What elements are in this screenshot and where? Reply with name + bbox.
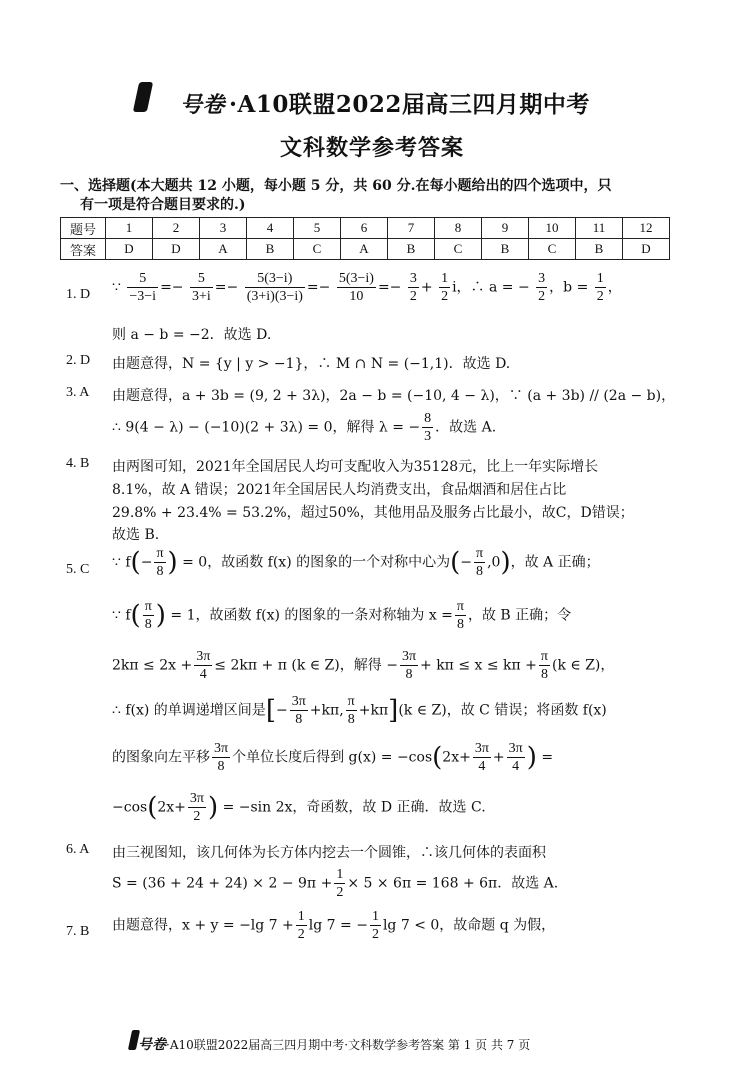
table-cell: A — [200, 239, 247, 260]
q6-line2: S = (36 + 24 + 24) × 2 − 9π + $\frac{1}{2}$ × 5 × 6π = 168 + 6π．故选 A. — [112, 867, 559, 900]
answer-key-title: 文科数学参考答案 — [279, 135, 464, 161]
table-cell: 6 — [341, 218, 388, 239]
q3-label: 3. A — [66, 385, 90, 400]
q5-line5: 的图象向左平移 $\frac{3\pi}{8}$ 个单位长度后得到 g(x) = −cos(2x+ $\frac{3\pi}{4}$ + $\frac{3\pi}{4}$ ) = — [112, 741, 554, 774]
q1-label: 1. D — [66, 287, 91, 302]
table-cell: D — [106, 239, 153, 260]
table-cell: 5 — [294, 218, 341, 239]
table-cell: C — [529, 239, 576, 260]
row-label: 题号 — [61, 218, 106, 239]
logo-mark — [133, 82, 153, 112]
footer-brand: 号卷 — [138, 1037, 166, 1053]
table-row-answers — [61, 239, 670, 260]
q5-label: 5. C — [66, 562, 90, 577]
table-row-numbers — [61, 218, 670, 239]
q4-line2: 8.1%，故 A 错误；2021年全国居民人均消费支出，食品烟酒和居住占比 — [112, 482, 567, 498]
q3-line2: ∴ 9(4 − λ) − (−10)(2 + 3λ) = 0，解得 λ = − $\frac{8}{3}$ ．故选 A. — [112, 411, 497, 444]
table-cell: B — [576, 239, 623, 260]
table-cell: 9 — [482, 218, 529, 239]
table-cell: 12 — [623, 218, 670, 239]
q5-line2: ∵ f( $\frac{\pi}{8}$ ) = 1，故函数 f(x) 的图象的一条对称轴为 x = $\frac{\pi}{8}$ ，故 B 正确；令 — [112, 599, 572, 632]
page-footer: 号卷·A10联盟2022届高三四月期中考·文科数学参考答案 第 1 页 共 7 页 — [138, 1037, 531, 1053]
table-cell: A — [341, 239, 388, 260]
q6-line1: 由三视图知，该几何体为长方体内挖去一个圆锥，∴该几何体的表面积 — [112, 845, 546, 861]
q2-solution: 由题意得，N = {y | y > −1}，∴ M ∩ N = (−1,1)．故选 D. — [112, 356, 511, 372]
q5-line6: −cos(2x+ $\frac{3\pi}{2}$ ) = −sin 2x，奇函数，故 D 正确．故选 C. — [112, 791, 486, 824]
table-cell: C — [435, 239, 482, 260]
q4-line3: 29.8% + 23.4% = 53.2%，超过50%，其他用品及服务占比最小，故C，D错误； — [112, 505, 634, 521]
table-cell: 11 — [576, 218, 623, 239]
q5-line1: ∵ f(− $\frac{\pi}{8}$ ) = 0，故函数 f(x) 的图象的一个对称中心为(− $\frac{\pi}{8}$ ,0)，故 A 正确； — [112, 546, 600, 579]
q1-line2: 则 a − b = −2．故选 D. — [112, 327, 272, 343]
q4-line4: 故选 B. — [112, 527, 160, 543]
q4-line1: 由两图可知，2021年全国居民人均可支配收入为35128元，比上一年实际增长 — [112, 459, 599, 475]
q4-label: 4. B — [66, 456, 90, 471]
row-label: 答案 — [61, 239, 106, 260]
table-cell: B — [247, 239, 294, 260]
table-cell: 7 — [388, 218, 435, 239]
table-cell: 1 — [106, 218, 153, 239]
table-cell: C — [294, 239, 341, 260]
q6-label: 6. A — [66, 842, 90, 857]
table-cell: D — [153, 239, 200, 260]
table-cell: D — [623, 239, 670, 260]
q7-line1: 由题意得，x + y = −lg 7 + $\frac{1}{2}$ lg 7 = − $\frac{1}{2}$ lg 7 < 0，故命题 q 为假， — [112, 909, 556, 942]
q5-line4: ∴ f(x) 的单调递增区间是[− $\frac{3\pi}{8}$ +kπ, $\frac{\pi}{8}$ +kπ](k ∈ Z)，故 C 错误；将函数 f(x) — [112, 694, 607, 727]
table-cell: 3 — [200, 218, 247, 239]
answer-table — [60, 217, 670, 260]
q3-line1: 由题意得，a + 3b = (9, 2 + 3λ)，2a − b = (−10, 4 − λ)，∵ (a + 3b) // (2a − b)， — [112, 388, 676, 404]
table-cell: 4 — [247, 218, 294, 239]
table-cell: 8 — [435, 218, 482, 239]
q7-label: 7. B — [66, 924, 90, 939]
brand-logo-text: 号卷 — [180, 92, 226, 118]
exam-title: 号卷 ·A10联盟2022届高三四月期中考 — [180, 91, 590, 118]
section-heading: 一、选择题(本大题共 12 小题，每小题 5 分，共 60 分.在每小题给出的四个选项中，只 有一项是符合题目要求的.) — [60, 178, 612, 213]
table-cell: 10 — [529, 218, 576, 239]
q2-label: 2. D — [66, 353, 91, 368]
q1-solution: ∵ $\frac{5}{-3-i}$ =− $\frac{5}{3+i}$ =− $\frac{5(3-i)}{(3+i)(3-i)}$ =− $\frac{5(3-i)}{10}$ =− $\frac{3}{2}$ + $\frac{1}{2}$ i，∴ a = − $\frac{3}{2}$ ，b = $\frac{1}{2}$ ， — [112, 271, 622, 304]
q5-line3: 2kπ ≤ 2x + $\frac{3\pi}{4}$ ≤ 2kπ + π (k ∈ Z)，解得 − $\frac{3\pi}{8}$ + kπ ≤ x ≤ kπ + $\frac{\pi}{8}$ (k ∈ Z)， — [112, 649, 615, 682]
table-cell: 2 — [153, 218, 200, 239]
table-cell: B — [388, 239, 435, 260]
table-cell: B — [482, 239, 529, 260]
